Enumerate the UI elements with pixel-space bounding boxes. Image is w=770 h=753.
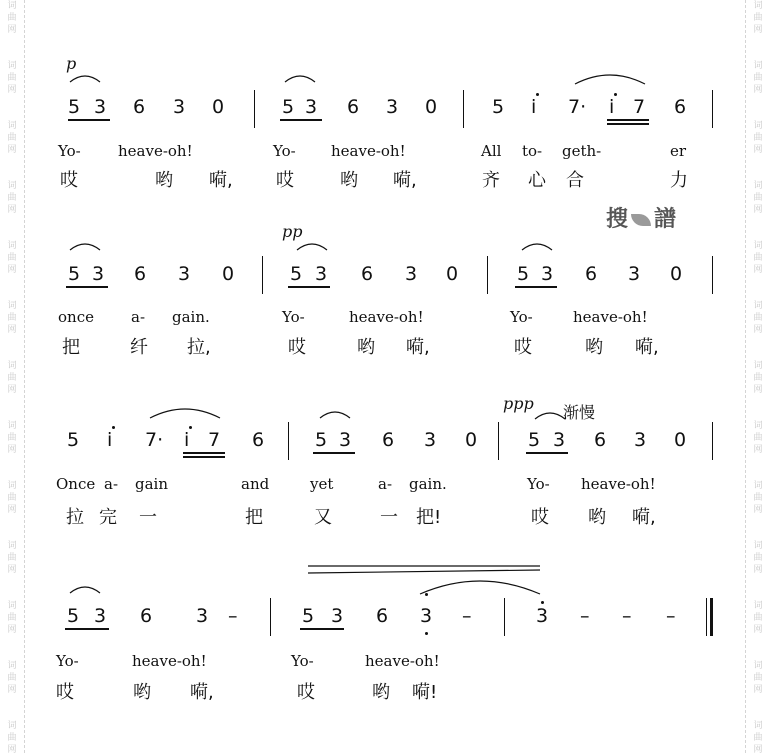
note: – (462, 605, 472, 627)
note: 0 (674, 429, 687, 451)
slur (297, 244, 327, 250)
side-mark-char: 曲 (7, 433, 17, 443)
note: 7· (568, 96, 587, 118)
lyric-zh: 嗬! (412, 682, 438, 703)
crescendo-line (308, 570, 540, 573)
dynamic-ppp: ppp (503, 394, 534, 413)
lyric-zh: 哟 (133, 682, 151, 703)
lyric-zh: 嗬, (209, 170, 233, 191)
note: 3 (536, 605, 549, 627)
note: 3 (92, 263, 105, 285)
note: 7 (633, 96, 646, 118)
lyric-en: yet (310, 475, 334, 493)
side-mark-char: 曲 (7, 313, 17, 323)
side-mark-char: 曲 (7, 253, 17, 263)
note: 6 (585, 263, 598, 285)
lyric-zh: 哎 (288, 337, 306, 358)
note: – (666, 605, 676, 627)
side-mark-char: 网 (753, 505, 763, 515)
side-mark-char: 词 (753, 721, 763, 731)
lyric-en: Yo- (282, 308, 305, 326)
note: 6 (376, 605, 389, 627)
note: 0 (446, 263, 459, 285)
lyric-zh: 一 (139, 507, 157, 528)
side-mark-char: 曲 (753, 673, 763, 683)
note: 0 (670, 263, 683, 285)
lyric-zh: 哎 (297, 682, 315, 703)
side-mark-char: 网 (753, 565, 763, 575)
note: 3 (420, 605, 433, 627)
slur (70, 244, 100, 250)
slur (70, 76, 100, 82)
lyric-zh: 嗬, (190, 682, 214, 703)
lyric-zh: 把 (62, 337, 80, 358)
side-mark-char: 网 (7, 565, 17, 575)
lyric-en: Yo- (273, 142, 296, 160)
side-mark-char: 网 (753, 745, 763, 753)
side-mark-char: 词 (7, 61, 17, 71)
lyric-en: heave-oh! (132, 652, 207, 670)
side-mark-char: 网 (7, 265, 17, 275)
tempo-ritardando: 渐慢 (563, 403, 596, 422)
lyric-en: and (241, 475, 270, 493)
side-mark-char: 曲 (7, 373, 17, 383)
side-mark-char: 曲 (753, 193, 763, 203)
lyric-en: All (481, 142, 502, 160)
slur (535, 413, 565, 419)
lyric-zh: 哟 (155, 170, 173, 191)
note: 6 (252, 429, 265, 451)
side-mark-char: 网 (753, 145, 763, 155)
side-mark-char: 网 (7, 625, 17, 635)
side-mark-char: 网 (753, 85, 763, 95)
side-mark-char: 词 (7, 721, 17, 731)
side-mark-char: 词 (7, 481, 17, 491)
lyric-en: heave-oh! (349, 308, 424, 326)
side-mark-char: 曲 (7, 13, 17, 23)
note: 6 (347, 96, 360, 118)
note: 3 (541, 263, 554, 285)
note: – (622, 605, 632, 627)
note: 6 (133, 96, 146, 118)
side-mark-char: 曲 (7, 673, 17, 683)
note: 5 (492, 96, 505, 118)
note: 5 (282, 96, 295, 118)
note: – (580, 605, 590, 627)
dynamic-pp: pp (282, 222, 303, 241)
note: i (531, 96, 537, 118)
lyric-zh: 拉, (187, 337, 211, 358)
side-mark-char: 词 (753, 241, 763, 251)
side-mark-char: 词 (7, 301, 17, 311)
side-mark-char: 词 (753, 121, 763, 131)
note: 3 (305, 96, 318, 118)
note: 3 (553, 429, 566, 451)
lyric-en: heave-oh! (365, 652, 440, 670)
note: 3 (424, 429, 437, 451)
side-mark-char: 网 (7, 445, 17, 455)
side-mark-char: 词 (7, 541, 17, 551)
side-mark-char: 词 (753, 541, 763, 551)
note: 6 (674, 96, 687, 118)
note: 5 (528, 429, 541, 451)
side-mark-char: 网 (753, 265, 763, 275)
side-mark-char: 词 (7, 421, 17, 431)
note: 3 (634, 429, 647, 451)
side-mark-char: 词 (753, 301, 763, 311)
side-mark-char: 网 (7, 505, 17, 515)
note: 3 (405, 263, 418, 285)
note: 5 (68, 263, 81, 285)
side-mark-char: 网 (753, 685, 763, 695)
dynamic-p: p (66, 54, 77, 73)
side-mark-char: 词 (7, 601, 17, 611)
note: 7· (145, 429, 164, 451)
lyric-en: gain (135, 475, 169, 493)
lyric-zh: 哟 (340, 170, 358, 191)
side-mark-char: 曲 (753, 493, 763, 503)
note: 6 (382, 429, 395, 451)
side-mark-char: 网 (753, 445, 763, 455)
watermark-left-char: 搜 (606, 207, 629, 232)
lyric-en: to- (522, 142, 543, 160)
side-mark-char: 词 (753, 1, 763, 11)
lyric-zh: 嗬, (632, 507, 656, 528)
lyric-en: heave-oh! (331, 142, 406, 160)
lyric-zh: 一 (380, 507, 398, 528)
lyric-zh: 哎 (531, 507, 549, 528)
side-mark-char: 网 (753, 325, 763, 335)
note: 5 (517, 263, 530, 285)
lyric-zh: 哎 (276, 170, 294, 191)
note: 3 (178, 263, 191, 285)
lyric-zh: 哎 (56, 682, 74, 703)
side-mark-char: 曲 (753, 733, 763, 743)
lyric-zh: 哟 (588, 507, 606, 528)
side-mark-char: 词 (753, 661, 763, 671)
side-mark-char: 网 (7, 205, 17, 215)
note: 3 (315, 263, 328, 285)
note: 0 (425, 96, 438, 118)
lyric-zh: 纤 (130, 337, 148, 358)
side-mark-char: 词 (7, 1, 17, 11)
side-mark-char: 词 (753, 61, 763, 71)
note: 3 (628, 263, 641, 285)
side-mark-char: 词 (7, 121, 17, 131)
side-mark-char: 词 (7, 181, 17, 191)
side-mark-char: 曲 (753, 433, 763, 443)
lyric-en: a- (378, 475, 393, 493)
slur (320, 412, 350, 418)
note: 5 (315, 429, 328, 451)
side-mark-char: 网 (753, 385, 763, 395)
note: – (228, 605, 238, 627)
lyric-zh: 嗬, (406, 337, 430, 358)
lyric-zh: 完 (99, 507, 117, 528)
lyric-en: Yo- (291, 652, 314, 670)
side-mark-char: 曲 (7, 493, 17, 503)
note: 5 (302, 605, 315, 627)
note: 0 (212, 96, 225, 118)
note: 6 (134, 263, 147, 285)
lyric-en: heave-oh! (118, 142, 193, 160)
note: i (609, 96, 615, 118)
side-mark-char: 曲 (7, 553, 17, 563)
note: 5 (68, 96, 81, 118)
side-mark-char: 词 (753, 181, 763, 191)
side-mark-char: 词 (753, 421, 763, 431)
lyric-en: Yo- (510, 308, 533, 326)
lyric-zh: 哟 (372, 682, 390, 703)
side-mark-char: 网 (7, 745, 17, 753)
lyric-zh: 力 (670, 170, 688, 191)
side-mark-char: 网 (7, 325, 17, 335)
note: 3 (196, 605, 209, 627)
slur (70, 587, 100, 593)
note: 5 (290, 263, 303, 285)
side-mark-char: 网 (7, 85, 17, 95)
watermark-right-char: 譜 (654, 207, 677, 232)
side-mark-char: 曲 (753, 13, 763, 23)
lyric-zh: 心 (528, 170, 546, 191)
lyric-en: Once (56, 475, 96, 493)
slur (150, 409, 220, 418)
side-mark-char: 词 (7, 241, 17, 251)
note: 6 (361, 263, 374, 285)
side-mark-char: 词 (7, 361, 17, 371)
lyric-en: Yo- (58, 142, 81, 160)
note: i (184, 429, 190, 451)
slur (285, 76, 315, 82)
lyric-zh: 哎 (60, 170, 78, 191)
lyric-en: Yo- (56, 652, 79, 670)
side-mark-char: 曲 (753, 613, 763, 623)
note: 3 (173, 96, 186, 118)
lyric-zh: 合 (566, 170, 584, 191)
side-mark-char: 网 (753, 625, 763, 635)
note: 3 (94, 96, 107, 118)
side-mark-char: 网 (7, 25, 17, 35)
note: 3 (339, 429, 352, 451)
side-mark-char: 曲 (753, 133, 763, 143)
lyric-zh: 嗬, (635, 337, 659, 358)
note: 3 (386, 96, 399, 118)
side-mark-char: 曲 (7, 193, 17, 203)
note: i (107, 429, 113, 451)
note: 0 (465, 429, 478, 451)
side-mark-char: 词 (7, 661, 17, 671)
side-mark-char: 网 (7, 385, 17, 395)
lyric-zh: 把! (416, 507, 442, 528)
slur (575, 75, 645, 84)
note: 6 (594, 429, 607, 451)
lyric-en: once (58, 308, 94, 326)
lyric-zh: 拉 (66, 507, 84, 528)
lyric-en: heave-oh! (581, 475, 656, 493)
note: 5 (67, 429, 80, 451)
note: 6 (140, 605, 153, 627)
side-mark-char: 曲 (753, 313, 763, 323)
note: 7 (208, 429, 221, 451)
lyric-en: a- (104, 475, 119, 493)
side-mark-char: 曲 (753, 73, 763, 83)
lyric-en: heave-oh! (573, 308, 648, 326)
lyric-en: gain. (409, 475, 447, 493)
lyric-zh: 哟 (357, 337, 375, 358)
lyric-zh: 哟 (585, 337, 603, 358)
side-mark-char: 词 (753, 601, 763, 611)
note: 3 (94, 605, 107, 627)
note: 5 (67, 605, 80, 627)
side-mark-char: 曲 (7, 133, 17, 143)
lyric-en: geth- (562, 142, 602, 160)
side-mark-char: 曲 (753, 253, 763, 263)
lyric-en: a- (131, 308, 146, 326)
lyric-zh: 把 (245, 507, 263, 528)
side-mark-char: 曲 (7, 733, 17, 743)
slur (420, 581, 540, 594)
side-mark-char: 网 (753, 205, 763, 215)
lyric-en: gain. (172, 308, 210, 326)
side-mark-char: 曲 (7, 613, 17, 623)
lyric-zh: 嗬, (393, 170, 417, 191)
side-mark-char: 网 (7, 145, 17, 155)
note: 3 (331, 605, 344, 627)
slur (522, 244, 552, 250)
side-mark-char: 曲 (753, 553, 763, 563)
side-mark-char: 网 (753, 25, 763, 35)
lyric-zh: 又 (314, 507, 332, 528)
lyric-en: Yo- (527, 475, 550, 493)
side-mark-char: 曲 (753, 373, 763, 383)
side-mark-char: 网 (7, 685, 17, 695)
lyric-zh: 齐 (482, 170, 500, 191)
note: 0 (222, 263, 235, 285)
lyric-zh: 哎 (514, 337, 532, 358)
side-mark-char: 词 (753, 481, 763, 491)
side-mark-char: 曲 (7, 73, 17, 83)
lyric-en: er (670, 142, 687, 160)
side-mark-char: 词 (753, 361, 763, 371)
